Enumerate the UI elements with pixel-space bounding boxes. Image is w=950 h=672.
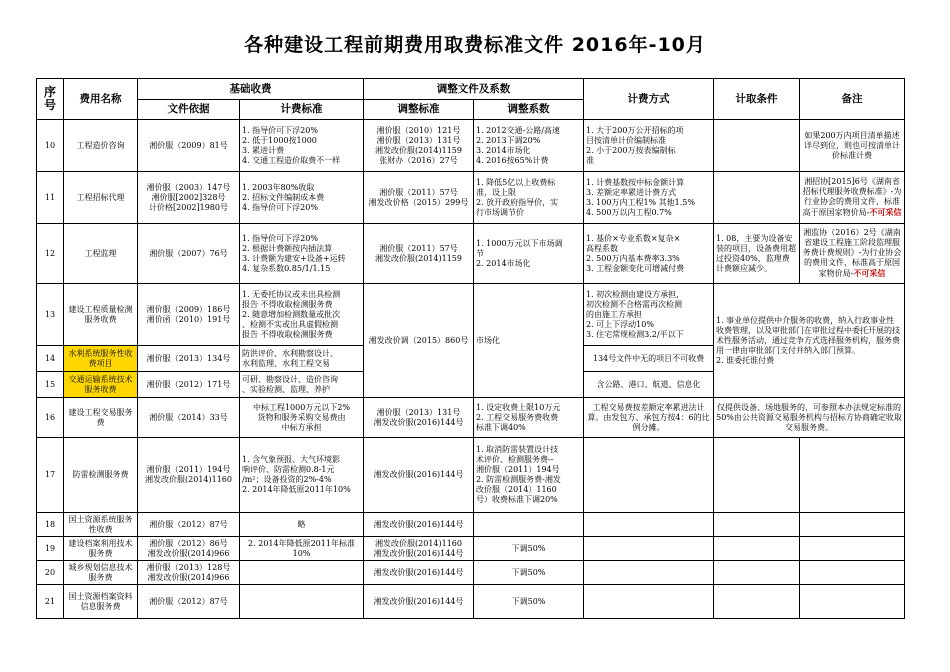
std-cell: 1. 指导价可下浮20% 2. 根据计费额按内插法算 3. 计费额为建安+设备+运转 4. 复杂系数0.85/1/1.15 bbox=[240, 224, 364, 284]
header-condition: 计取条件 bbox=[714, 79, 800, 120]
seq-cell: 16 bbox=[37, 398, 64, 438]
table-row bbox=[37, 513, 905, 537]
std-cell: 略 bbox=[240, 513, 364, 537]
condition-cell: 1. 08，主要为设备安装的项目，设备费用超过投资40%，监理费计费额应减少。 bbox=[714, 224, 800, 284]
name-cell: 国土资源系统服务性收费 bbox=[64, 513, 138, 537]
doc-cell: 湘价服（2011）194号 湘发改价服(2014)1160 bbox=[138, 438, 240, 513]
doc-cell: 湘价服（2012）171号 bbox=[138, 372, 240, 398]
header-name: 费用名称 bbox=[64, 79, 138, 120]
note-cell bbox=[800, 585, 905, 619]
method-cell: 1. 基价×专业系数×复杂× 高程系数 2. 500万内基本费率3.3% 3. 工程金额变化可增减付费 bbox=[584, 224, 714, 284]
table-row bbox=[37, 224, 905, 284]
note-cell bbox=[800, 438, 905, 513]
method-cell: 1. 大于200万公开招标的项 目按清单计价编制标准 2. 小于200万按表编制标 准 bbox=[584, 120, 714, 172]
name-cell: 防雷检测服务费 bbox=[64, 438, 138, 513]
doc-cell: 湘价服（2003）147号 湘价服[2002]328号 计价格[2002]1980号 bbox=[138, 172, 240, 224]
seq-cell: 15 bbox=[37, 372, 64, 398]
condition-cell bbox=[714, 172, 800, 224]
method-cell: 1. 计费基数按中标金额计算 3. 差额定率累进计费方式 3. 100万内工程1% 其他1.5% 4. 500万以内工程0.7% bbox=[584, 172, 714, 224]
name-cell: 交通运输系统技术服务收费 bbox=[64, 372, 138, 398]
method-cell bbox=[584, 585, 714, 619]
method-cell bbox=[584, 561, 714, 585]
adjust-std-cell: 湘价服（2013）131号 湘发改价服(2016)144号 bbox=[364, 398, 474, 438]
adjust-coef-cell: 市场化 bbox=[474, 284, 584, 398]
note-cell: 湘招协[2015]6号《湖南省招标代理服务收费标准》-为行业协会的费用文件，标准高于原国家物价局-不可采信 bbox=[800, 172, 905, 224]
method-cell: 含公路、港口、航道、信息化 bbox=[584, 372, 714, 398]
std-cell: 1. 含气象预报、大气环境影 响评价、防雷检测0.8-1元 /m²；设备投资的2%-4% 2. 2014年降低原2011年10% bbox=[240, 438, 364, 513]
adjust-coef-cell: 下调50% bbox=[474, 585, 584, 619]
std-cell bbox=[240, 585, 364, 619]
adjust-coef-cell: 1. 1000万元以下市场调 节 2. 2014市场化 bbox=[474, 224, 584, 284]
adjust-std-cell: 湘发改价服(2016)144号 bbox=[364, 438, 474, 513]
table-row bbox=[37, 398, 905, 438]
header-adjust-std: 调整标准 bbox=[364, 100, 474, 120]
seq-cell: 20 bbox=[37, 561, 64, 585]
method-cell: 1. 初次检测由建设方承担， 初次检测不合格需再次检测 的由施工方承担 2. 可上下浮动10% 3. 住宅常规检测3.2/平以下 bbox=[584, 284, 714, 346]
seq-cell: 11 bbox=[37, 172, 64, 224]
adjust-std-cell: 湘发改价服(2016)144号 bbox=[364, 513, 474, 537]
std-cell: 1. 无委托协议或未出具检测 报告 不得收取检测服务费 2. 随意增加检测数量或批次 、检测不实或出具虚假检测 报告 不得收取检测服务费 bbox=[240, 284, 364, 346]
note-cell bbox=[800, 513, 905, 537]
table-row bbox=[37, 120, 905, 172]
name-cell: 城乡规划信息技术服务费 bbox=[64, 561, 138, 585]
seq-cell: 10 bbox=[37, 120, 64, 172]
std-cell: 2. 2014年降低原2011年标准10% bbox=[240, 537, 364, 561]
name-cell: 国土资源档案资料信息服务费 bbox=[64, 585, 138, 619]
std-cell: 可研、勘察设计、造价咨询 、实验检测、监理、养护 bbox=[240, 372, 364, 398]
adjust-std-cell: 湘价服（2010）121号 湘价服（2013）131号 湘发改价服(2014)1159 张财办（2016）27号 bbox=[364, 120, 474, 172]
doc-cell: 湘价服（2014）33号 bbox=[138, 398, 240, 438]
seq-cell: 14 bbox=[37, 346, 64, 372]
name-cell: 建设工程质量检测服务收费 bbox=[64, 284, 138, 346]
condition-cell bbox=[714, 120, 800, 172]
adjust-std-cell: 湘发改价服(2014)1160 湘发改价服(2016)144号 bbox=[364, 537, 474, 561]
adjust-coef-cell: 1. 降低5亿以上收费标 准，设上限 2. 放开政府指导价，实 行市场调节价 bbox=[474, 172, 584, 224]
header-adjust-coef: 调整系数 bbox=[474, 100, 584, 120]
adjust-coef-cell: 1. 取消防雷装置设计技 术评价、检测服务费-- 湘价服（2011）194号 2. 防雷检测服务费-湘发 改价服（2014）1160 号）收费标准下调20% bbox=[474, 438, 584, 513]
note-cell bbox=[800, 537, 905, 561]
condition-cell bbox=[714, 585, 800, 619]
method-cell: 134号文件中无的项目不可收费 bbox=[584, 346, 714, 372]
table-row bbox=[37, 585, 905, 619]
note-warning: 不可采信 bbox=[853, 268, 886, 278]
name-cell: 建设档案利用技术服务费 bbox=[64, 537, 138, 561]
doc-cell: 湘价服（2013）128号 湘发改价服(2014)966 bbox=[138, 561, 240, 585]
doc-cell: 湘价服（2012）87号 bbox=[138, 513, 240, 537]
adjust-std-cell: 湘发改价服(2016)144号 bbox=[364, 561, 474, 585]
condition-cell bbox=[714, 513, 800, 537]
table-row bbox=[37, 537, 905, 561]
method-cell: 工程交易费按差额定率累进法计算。由发包方、承包方按4：6的比例分摊。 bbox=[584, 398, 714, 438]
method-cell bbox=[584, 438, 714, 513]
doc-cell: 湘价服（2013）134号 bbox=[138, 346, 240, 372]
table-row bbox=[37, 438, 905, 513]
header-calc-std: 计费标准 bbox=[240, 100, 364, 120]
std-cell: 1. 指导价可下浮20% 2. 低于1000按1000 3. 累进计费 4. 交通工程造价取费不一样 bbox=[240, 120, 364, 172]
condition-cell bbox=[714, 438, 800, 513]
name-cell: 工程造价咨询 bbox=[64, 120, 138, 172]
std-cell: 防洪评价、水利勘察设计、 水利监理、水利工程交易 bbox=[240, 346, 364, 372]
note-cell: 湘监协（2016）2号《湖南省建设工程施工阶段监理服务费计费规则》-为行业协会的费用文件，标准高于原国家物价局-不可采信 bbox=[800, 224, 905, 284]
adjust-coef-cell: 下调50% bbox=[474, 561, 584, 585]
page-title: 各种建设工程前期费用取费标准文件 2016年-10月 bbox=[244, 34, 706, 56]
note-warning: 不可采信 bbox=[869, 207, 902, 217]
adjust-std-cell: 湘价服（2011）57号 湘发改价格（2015）299号 bbox=[364, 172, 474, 224]
condition-cell bbox=[714, 537, 800, 561]
doc-cell: 湘价服（2012）86号 湘发改价服(2014)966 bbox=[138, 537, 240, 561]
seq-cell: 18 bbox=[37, 513, 64, 537]
doc-cell: 湘价服（2012）87号 bbox=[138, 585, 240, 619]
name-cell: 工程监理 bbox=[64, 224, 138, 284]
name-cell: 水利系统服务性收费项目 bbox=[64, 346, 138, 372]
adjust-coef-cell: 下调50% bbox=[474, 537, 584, 561]
seq-cell: 13 bbox=[37, 284, 64, 346]
note-cell bbox=[800, 561, 905, 585]
std-cell bbox=[240, 561, 364, 585]
table-row bbox=[37, 561, 905, 585]
doc-cell: 湘价服（2007）76号 bbox=[138, 224, 240, 284]
adjust-coef-cell bbox=[474, 513, 584, 537]
condition-cell bbox=[714, 561, 800, 585]
doc-cell: 湘价服（2009）81号 bbox=[138, 120, 240, 172]
header-method: 计费方式 bbox=[584, 79, 714, 120]
adjust-coef-cell: 1. 设定收费上限10万元 2. 工程交易服务费收费 标准下调40% bbox=[474, 398, 584, 438]
seq-cell: 17 bbox=[37, 438, 64, 513]
seq-cell: 12 bbox=[37, 224, 64, 284]
header-basis-doc: 文件依据 bbox=[138, 100, 240, 120]
condition-note-cell: 仅提供设备、场地服务的，可参照本办法规定标准的50%由公共资源交易服务机构与招标方协商确定收取交易服务费。 bbox=[714, 398, 905, 438]
adjust-std-cell: 湘价服（2011）57号 湘发改价服(2014)1159 bbox=[364, 224, 474, 284]
header-basic: 基础收费 bbox=[138, 79, 364, 100]
fee-standards-table bbox=[36, 78, 905, 619]
table-row bbox=[37, 284, 905, 346]
table-row bbox=[37, 172, 905, 224]
method-cell bbox=[584, 537, 714, 561]
header-note: 备注 bbox=[800, 79, 905, 120]
condition-note-cell: 1. 事业单位提供中介服务的收费，纳入行政事业性收费管理，以及审批部门在审批过程中委托开展的技术性服务活动，通过竞争方式选择服务机构，服务费用一律由审批部门支付并纳入部门预算。 2. 谁委托谁付费 bbox=[714, 284, 905, 398]
doc-cell: 湘价服（2009）186号 湘价函（2010）191号 bbox=[138, 284, 240, 346]
adjust-std-cell: 湘发改价服(2016)144号 bbox=[364, 585, 474, 619]
name-cell: 建设工程交易服务费 bbox=[64, 398, 138, 438]
name-cell: 工程招标代理 bbox=[64, 172, 138, 224]
seq-cell: 21 bbox=[37, 585, 64, 619]
seq-cell: 19 bbox=[37, 537, 64, 561]
header-adjust: 调整文件及系数 bbox=[364, 79, 584, 100]
note-cell: 如果200万内项目清单描述详尽到位，则也可按清单计价标准计费 bbox=[800, 120, 905, 172]
header-seq: 序号 bbox=[37, 79, 64, 120]
std-cell: 中标工程1000万元以下2% 货物和服务采购交易费由 中标方承担 bbox=[240, 398, 364, 438]
method-cell bbox=[584, 513, 714, 537]
std-cell: 1. 2003年80%收取 2. 招标文件编制成本费 4. 指导价可下浮20% bbox=[240, 172, 364, 224]
adjust-coef-cell: 1. 2012交通-公路/高速 2. 2013下调20% 3. 2014市场化 4. 2016按65%计费 bbox=[474, 120, 584, 172]
adjust-std-cell: 湘发改价调（2015）860号 bbox=[364, 284, 474, 398]
